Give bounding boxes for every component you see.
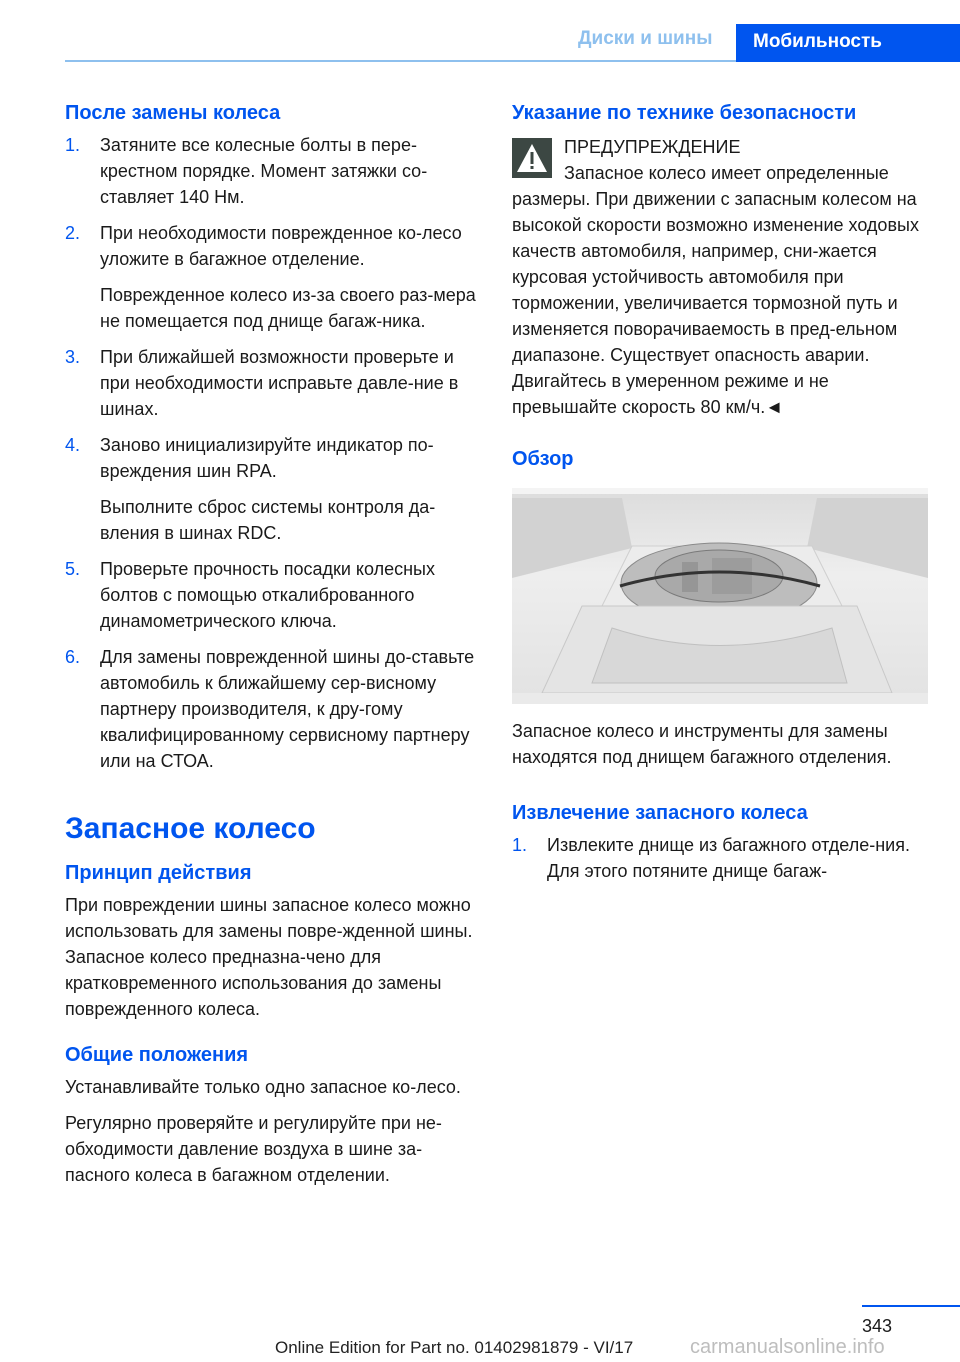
tab-wheels-tires[interactable]: Диски и шины <box>578 28 713 49</box>
safety-heading: Указание по технике безопасности <box>512 102 857 124</box>
list-text: Заново инициализируйте индикатор по-вреждения шин RPA. <box>100 435 434 481</box>
list-subtext: Выполните сброс системы контроля да-вления в шинах RDC. <box>100 497 436 543</box>
principle-heading: Принцип действия <box>65 862 252 884</box>
list-number: 2. <box>65 223 81 243</box>
warning-icon <box>512 138 552 178</box>
list-number: 6. <box>65 647 81 667</box>
removal-heading: Извлечение запасного колеса <box>512 802 808 824</box>
warning-label: ПРЕДУПРЕЖДЕНИЕ <box>564 137 741 157</box>
list-number: 4. <box>65 435 81 455</box>
left-column <box>65 100 485 1198</box>
list-number: 5. <box>65 559 81 579</box>
list-item <box>65 344 485 422</box>
list-text: При ближайшей возможности проверьте и при необходимости исправьте давле-ние в шинах. <box>100 347 459 419</box>
right-column <box>512 100 932 894</box>
after-change-heading: После замены колеса <box>65 102 281 124</box>
general-text-2: Регулярно проверяйте и регулируйте при не-обходимости давление воздуха в шине за-пасного колеса в багажном отделении. <box>65 1113 442 1185</box>
list-item <box>65 556 485 634</box>
list-number: 1. <box>512 835 528 855</box>
list-text: Проверьте прочность посадки колесных болтов с помощью откалиброванного динамометрического ключа. <box>100 559 435 631</box>
edition-text: Online Edition for Part no. 01402981879 - VI/17 <box>275 1338 634 1357</box>
watermark: carmanualsonline.info <box>690 1336 885 1358</box>
list-text: Для замены поврежденной шины до-ставьте автомобиль к ближайшему сер-висному партнеру производителя, к дру-гому квалифицированному сервисному партнеру или на СТОА. <box>100 647 475 771</box>
warning-block <box>512 134 932 420</box>
principle-text: При повреждении шины запасное колесо можно использовать для замены повре-жденной шины. Запасное колесо предназна-чено для кратковременного использования до замены поврежденного колеса. <box>65 895 473 1019</box>
list-item <box>65 220 485 334</box>
list-text: Извлеките днище из багажного отделе-ния. Для этого потяните днище багаж- <box>547 835 910 881</box>
warning-text: Запасное колесо имеет определенные размеры. При движении с запасным колесом на высокой скорости возможно изменение ходовых качеств автомобиля, например, сни-жается курсовая устойчивость автомобиля при торможении, увеличивается тормозной путь и изменяется поворачиваемость в пред-ельном диапазоне. Существует опасность аварии. Двигайтесь в умеренном режиме и не превышайте скорость 80 км/ч.◄ <box>512 163 919 417</box>
list-text: Затяните все колесные болты в пере-крестном порядке. Момент затяжки со-ставляет 140 Нм. <box>100 135 428 207</box>
page-number: 343 <box>862 1316 893 1336</box>
list-text: При необходимости поврежденное ко-лесо уложите в багажное отделение. <box>100 223 462 269</box>
list-item <box>512 832 932 884</box>
general-heading: Общие положения <box>65 1044 249 1066</box>
list-item <box>65 132 485 210</box>
overview-caption: Запасное колесо и инструменты для замены находятся под днищем багажного отделения. <box>512 721 892 767</box>
footer-divider <box>862 1305 960 1307</box>
overview-heading: Обзор <box>512 448 574 470</box>
list-item <box>65 432 485 546</box>
list-item <box>65 644 485 774</box>
trunk-spare-wheel-illustration <box>512 488 928 704</box>
tab-mobility[interactable]: Мобильность <box>736 24 960 62</box>
list-subtext: Поврежденное колесо из-за своего раз-мера не помещается под днище багаж-ника. <box>100 285 476 331</box>
header-divider <box>65 60 736 62</box>
general-text-1: Устанавливайте только одно запасное ко-лесо. <box>65 1077 461 1097</box>
spare-wheel-title: Запасное колесо <box>65 812 316 845</box>
list-number: 1. <box>65 135 81 155</box>
list-number: 3. <box>65 347 81 367</box>
